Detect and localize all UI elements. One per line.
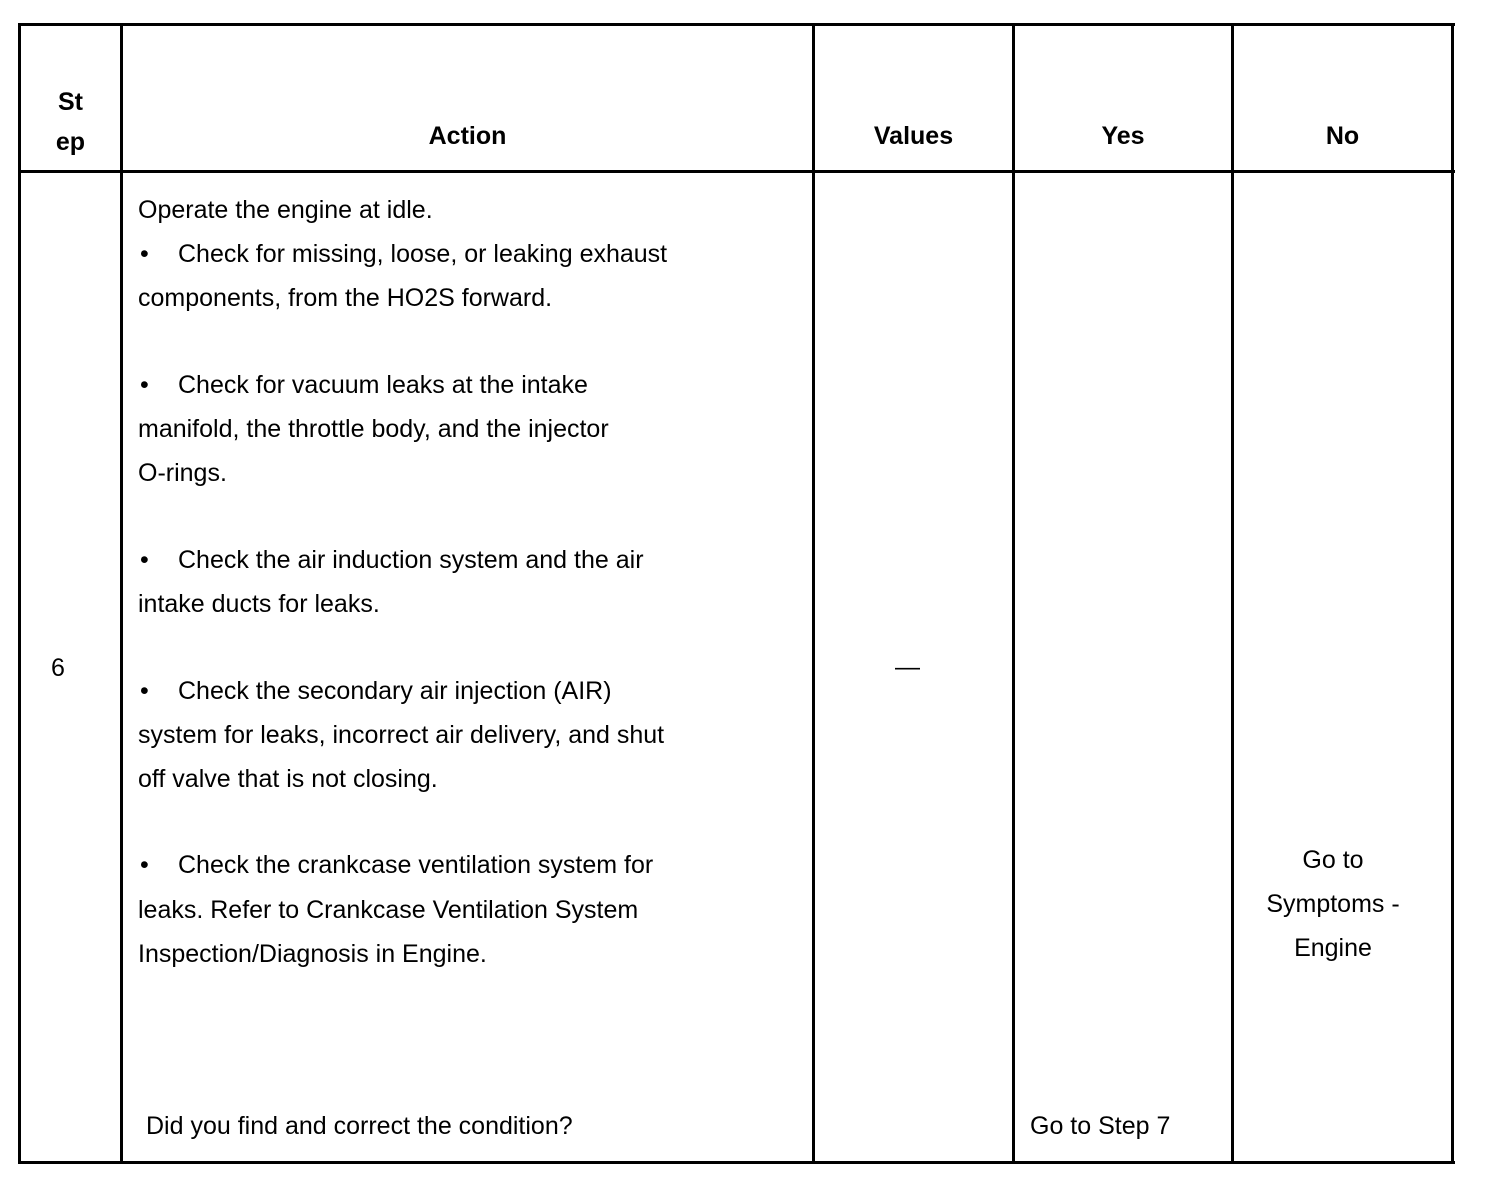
bullet-line: components, from the HO2S forward. <box>138 284 553 312</box>
bullet-line: off valve that is not closing. <box>138 765 438 793</box>
bullet-line: Check for vacuum leaks at the intake <box>178 371 588 399</box>
table-bottom-border <box>18 1161 1455 1164</box>
column-divider-values-yes <box>1012 23 1015 1164</box>
header-action: Action <box>428 122 507 150</box>
no-cell-line: Engine <box>1294 934 1372 962</box>
column-divider-yes-no <box>1231 23 1234 1164</box>
header-step-line2: ep <box>55 128 86 156</box>
bullet-marker: • <box>140 371 149 399</box>
table-right-border <box>1451 23 1454 1164</box>
header-yes: Yes <box>1101 122 1145 150</box>
step-number: 6 <box>51 654 65 682</box>
bullet-marker: • <box>140 240 149 268</box>
column-divider-action-values <box>812 23 815 1164</box>
column-divider-step-action <box>120 23 123 1164</box>
bullet-line: Check for missing, loose, or leaking exhaust <box>178 240 668 268</box>
header-values: Values <box>873 122 954 150</box>
table-top-border <box>18 23 1455 26</box>
values-cell: — <box>895 653 920 681</box>
yes-cell: Go to Step 7 <box>1030 1112 1171 1140</box>
header-bottom-border <box>18 170 1455 173</box>
bullet-line: intake ducts for leaks. <box>138 590 380 618</box>
bullet-line: manifold, the throttle body, and the injector <box>138 415 609 443</box>
header-step-line1: St <box>58 88 83 116</box>
action-question: Did you find and correct the condition? <box>146 1112 573 1140</box>
header-no: No <box>1325 122 1360 150</box>
table-left-border <box>18 23 21 1164</box>
action-intro: Operate the engine at idle. <box>138 196 433 224</box>
bullet-marker: • <box>140 546 149 574</box>
header-step <box>21 82 120 162</box>
bullet-line: leaks. Refer to Crankcase Ventilation System <box>138 896 639 924</box>
bullet-marker: • <box>140 677 149 705</box>
bullet-line: system for leaks, incorrect air delivery, and shut <box>138 721 665 749</box>
bullet-marker: • <box>140 851 149 879</box>
bullet-line: Inspection/Diagnosis in Engine. <box>138 940 487 968</box>
bullet-line: Check the crankcase ventilation system for <box>178 851 654 879</box>
no-cell-line: Symptoms - <box>1266 890 1400 918</box>
no-cell-line: Go to <box>1302 846 1364 874</box>
bullet-line: O-rings. <box>138 459 227 487</box>
bullet-line: Check the air induction system and the air <box>178 546 644 574</box>
bullet-line: Check the secondary air injection (AIR) <box>178 677 612 705</box>
